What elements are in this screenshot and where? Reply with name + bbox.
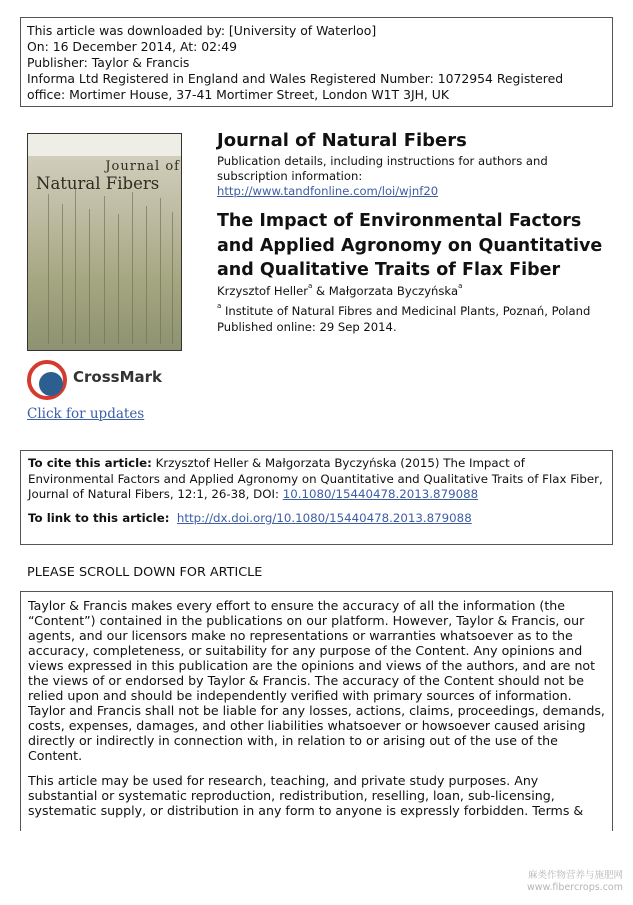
click-for-updates-link[interactable]: Click for updates xyxy=(27,406,145,422)
author-2: Małgorzata Byczyńska xyxy=(328,284,459,298)
office-line: office: Mortimer House, 37-41 Mortimer Street, London W1T 3JH, UK xyxy=(27,87,449,102)
article-url-link[interactable]: http://dx.doi.org/10.1080/15440478.2013.879088 xyxy=(176,510,472,525)
journal-cover-image[interactable] xyxy=(27,133,182,351)
watermark-line2: www.fibercrops.com xyxy=(526,882,623,893)
author-1: Krzysztof Heller xyxy=(217,284,309,298)
author-1-affil-mark: a xyxy=(308,282,313,290)
crossmark-badge[interactable] xyxy=(27,360,162,402)
author-2-affil-mark: a xyxy=(458,282,463,290)
site-watermark xyxy=(527,870,623,894)
cover-header-band xyxy=(28,134,181,156)
crossmark-icon xyxy=(27,360,67,400)
link-label: To link to this article: xyxy=(28,510,170,525)
published-online: Published online: 29 Sep 2014. xyxy=(217,320,397,334)
article-title: The Impact of Environmental Factors and Applied Agronomy on Quantitative and Qualitative Traits of Flax Fiber xyxy=(217,211,603,280)
details-line1: Publication details, including instructions for authors and xyxy=(217,154,548,168)
cite-paragraph xyxy=(28,456,605,503)
affiliation-text: Institute of Natural Fibres and Medicinal Plants, Poznań, Poland xyxy=(221,304,591,318)
author-list xyxy=(217,284,462,298)
disclaimer-paragraph-1: Taylor & Francis makes every effort to ensure the accuracy of all the information (the “Content”) contained in the publications on our platform. However, Taylor & Francis, our agents, and our licensors make no representations or warranties whatsoever as to the accuracy, completeness, or suitability for any purpose of the Content. Any opinions and views expressed in this publication are the opinions and views of the authors, and are not the views of or endorsed by Taylor & Francis. The accuracy of the Content should not be relied upon and should be independently verified with primary sources of information. Taylor and Francis shall not be liable for any losses, actions, claims, proceedings, demands, costs, expenses, damages, and other liabilities whatsoever or howsoever caused arising directly or indirectly in connection with, in relation to or arising out of the use of the Content. xyxy=(28,598,605,763)
publication-details xyxy=(217,154,607,199)
affiliation-mark: a xyxy=(217,302,222,310)
affiliation xyxy=(217,304,590,318)
cite-text: Krzysztof Heller & Małgorzata Byczyńska (2015) The Impact of Environmental Factors and Applied Agronomy on Quantitative and Qualitative Traits of Flax Fiber, Journal of Natural Fibers, 12:1, 26-38, DOI: xyxy=(28,456,603,501)
crossmark-label: CrossMark xyxy=(73,368,162,386)
publisher-line: Publisher: Taylor & Francis xyxy=(27,55,190,70)
watermark-line1: 麻类作物营养与施肥网 xyxy=(527,870,623,881)
doi-link[interactable]: 10.1080/15440478.2013.879088 xyxy=(282,487,479,501)
disclaimer-box xyxy=(20,591,613,831)
journal-name: Journal of Natural Fibers xyxy=(217,130,467,151)
registration-line: Informa Ltd Registered in England and Wales Registered Number: 1072954 Registered xyxy=(27,71,564,86)
journal-url-link[interactable]: http://www.tandfonline.com/loi/wjnf20 xyxy=(217,184,439,198)
cite-label: To cite this article: xyxy=(28,456,152,470)
download-info-box xyxy=(20,17,613,107)
download-date: On: 16 December 2014, At: 02:49 xyxy=(27,39,237,54)
details-line2: subscription information: xyxy=(217,169,363,183)
citation-box xyxy=(20,450,613,545)
scroll-notice: PLEASE SCROLL DOWN FOR ARTICLE xyxy=(27,565,263,580)
link-paragraph xyxy=(28,511,605,527)
disclaimer-paragraph-2: This article may be used for research, teaching, and private study purposes. Any substantial or systematic reproduction, redistribution, reselling, loan, sub-licensing, systematic supply, or distribution in any form to anyone is expressly forbidden. Terms & xyxy=(28,773,584,818)
download-line: This article was downloaded by: [University of Waterloo] xyxy=(27,23,377,38)
author-separator: & xyxy=(312,284,329,298)
cover-title-line2: Natural Fibers xyxy=(36,174,160,193)
cover-title-line1: Journal of xyxy=(105,159,180,174)
